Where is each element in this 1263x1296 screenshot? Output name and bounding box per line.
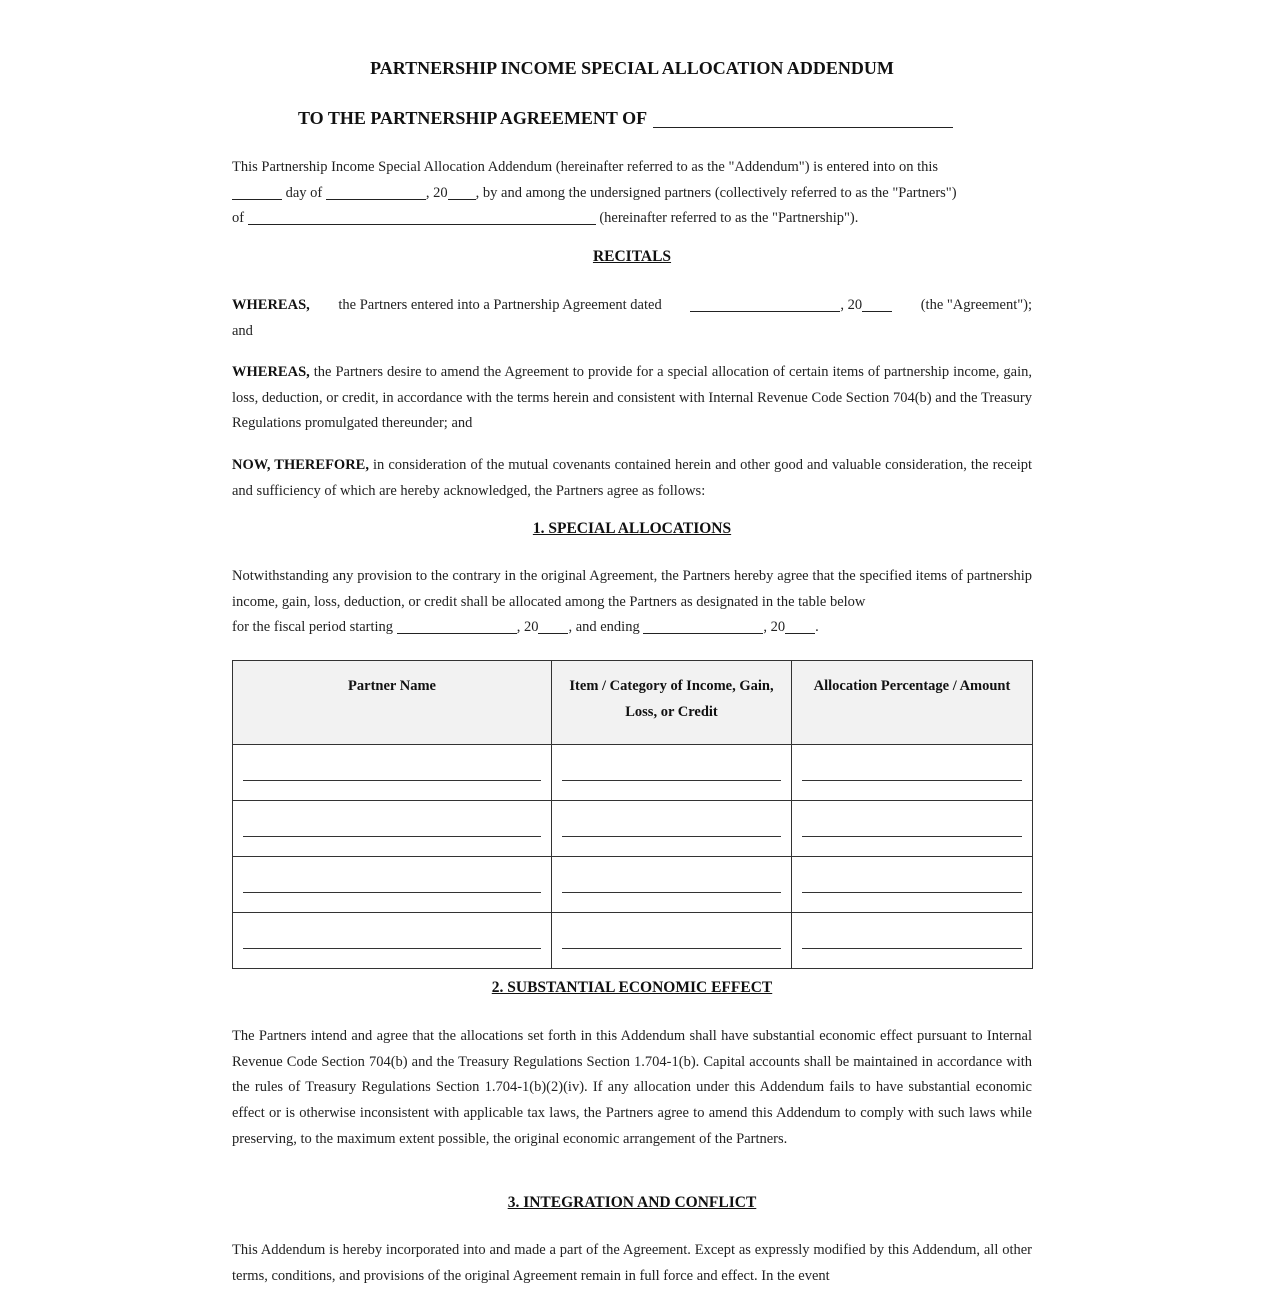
now-therefore-bold: NOW, THEREFORE, (232, 457, 369, 473)
item-category-cell[interactable] (552, 801, 792, 857)
item-category-blank[interactable] (562, 801, 781, 837)
end-date-blank[interactable] (643, 618, 763, 634)
start-year-prefix: , 20 (516, 619, 539, 636)
start-date-blank[interactable] (397, 618, 517, 634)
section-1-heading: 1. SPECIAL ALLOCATIONS (532, 520, 732, 537)
whereas-paragraph-2 (232, 360, 1032, 437)
table-row (233, 801, 1033, 857)
partner-name-cell[interactable] (233, 913, 552, 969)
partner-name-blank[interactable] (243, 913, 541, 949)
intro-line-1 (232, 155, 1032, 181)
item-category-blank[interactable] (562, 745, 781, 781)
item-category-cell[interactable] (552, 913, 792, 969)
partner-name-blank[interactable] (243, 801, 541, 837)
allocation-blank[interactable] (802, 913, 1022, 949)
whereas1-text: the Partners entered into a Partnership Agreement dated (338, 297, 662, 313)
whereas1-line-1 (232, 293, 1032, 319)
fiscal-period-line (232, 615, 1032, 641)
table-header-row (233, 661, 1033, 745)
allocation-cell[interactable] (792, 745, 1033, 801)
and-ending-text: , and ending (568, 619, 640, 636)
of-text: of (232, 210, 245, 227)
intro-text: This Partnership Income Special Allocation Addendum (hereinafter referred to as the "Addendum") is entered into on this (232, 159, 939, 175)
intro-date-group (232, 181, 957, 207)
agreement-ref-text: (the "Agreement"); (920, 297, 1032, 313)
partner-name-blank[interactable] (243, 857, 541, 893)
allocation-cell[interactable] (792, 801, 1033, 857)
partner-name-cell[interactable] (233, 801, 552, 857)
allocation-cell[interactable] (792, 857, 1033, 913)
agreement-year-blank[interactable] (862, 296, 892, 312)
section-1-text: Notwithstanding any provision to the contrary in the original Agreement, the Partners hereby agree that the specified items of partnership income, gain, loss, deduction, or credit shall be allocated among the Partners as designated in the table below (232, 568, 1032, 610)
partnership-blank[interactable] (248, 209, 596, 225)
partner-name-blank[interactable] (243, 745, 541, 781)
allocation-blank[interactable] (802, 801, 1022, 837)
whereas1-year-prefix: , 20 (840, 297, 863, 313)
allocation-table (232, 660, 1033, 969)
table-row (233, 913, 1033, 969)
header-partner-name: Partner Name (233, 661, 552, 745)
section-2-heading: 2. SUBSTANTIAL ECONOMIC EFFECT (491, 979, 773, 996)
end-year-prefix: , 20 (763, 619, 786, 636)
recitals-heading: RECITALS (592, 248, 672, 265)
intro-line-3 (232, 206, 1032, 232)
header-allocation: Allocation Percentage / Amount (792, 661, 1033, 745)
start-year-blank[interactable] (538, 618, 568, 634)
intro-line-2 (232, 181, 1032, 207)
whereas-paragraph-1 (232, 293, 1032, 344)
day-of-text: day of (285, 184, 323, 201)
month-blank[interactable] (326, 184, 426, 200)
partnership-ref-text: (hereinafter referred to as the "Partnership"). (599, 210, 859, 227)
year-prefix: , 20 (425, 184, 448, 201)
section-3-heading: 3. INTEGRATION AND CONFLICT (507, 1194, 757, 1211)
section-3-paragraph: This Addendum is hereby incorporated into and made a part of the Agreement. Except as expressly modified by this Addendum, all other terms, conditions, and provisions of the original Agreement remain in full force and effect. In the event (232, 1242, 1032, 1284)
item-category-blank[interactable] (562, 857, 781, 893)
whereas1-bold: WHEREAS, (232, 297, 310, 313)
fiscal-start-text: for the fiscal period starting (232, 619, 394, 636)
whereas2-text: the Partners desire to amend the Agreement to provide for a special allocation of certain items of partnership income, gain, loss, deduction, or credit, in accordance with the terms herein and consistent with Internal Revenue Code Section 704(b) and the Treasury Regulations promulgated thereunder; and (232, 364, 1032, 432)
now-therefore-text: in consideration of the mutual covenants contained herein and other good and valuable consideration, the receipt and sufficiency of which are hereby acknowledged, the Partners agree as follows: (232, 457, 1033, 499)
partnership-name-blank[interactable] (653, 111, 953, 128)
allocation-blank[interactable] (802, 745, 1022, 781)
item-category-cell[interactable] (552, 857, 792, 913)
table-row (233, 857, 1033, 913)
document-title: PARTNERSHIP INCOME SPECIAL ALLOCATION ADDENDUM (370, 58, 894, 78)
agreement-date-blank[interactable] (690, 296, 840, 312)
allocation-blank[interactable] (802, 857, 1022, 893)
item-category-blank[interactable] (562, 913, 781, 949)
section-1-paragraph (232, 564, 1032, 641)
year-blank[interactable] (448, 184, 476, 200)
table-row (233, 745, 1033, 801)
subtitle-text: TO THE PARTNERSHIP AGREEMENT OF (298, 108, 648, 128)
section-2-paragraph: The Partners intend and agree that the allocations set forth in this Addendum shall have substantial economic effect pursuant to Internal Revenue Code Section 704(b) and the Treasury Regulations Section 1.704-1(b). Capital accounts shall be maintained in accordance with the rules of Treasury Regulations Section 1.704-1(b)(2)(iv). If any allocation under this Addendum fails to have substantial economic effect or is otherwise inconsistent with applicable tax laws, the Partners agree to amend this Addendum to comply with such laws while preserving, to the maximum extent possible, the original economic arrangement of the Partners. (232, 1028, 1032, 1147)
now-therefore-paragraph (232, 453, 1032, 504)
whereas1-and: and (232, 322, 253, 339)
allocation-cell[interactable] (792, 913, 1033, 969)
whereas2-bold: WHEREAS, (232, 364, 310, 380)
header-item-category: Item / Category of Income, Gain, Loss, or Credit (552, 661, 792, 745)
end-year-blank[interactable] (785, 618, 815, 634)
partner-name-cell[interactable] (233, 745, 552, 801)
by-and-among-text: , by and among the undersigned partners (collectively referred to as the "Partners") (475, 184, 957, 201)
period-end: . (815, 619, 819, 636)
day-blank[interactable] (232, 184, 282, 200)
partner-name-cell[interactable] (233, 857, 552, 913)
document-subtitle (298, 108, 953, 129)
intro-paragraph (232, 155, 1032, 232)
item-category-cell[interactable] (552, 745, 792, 801)
